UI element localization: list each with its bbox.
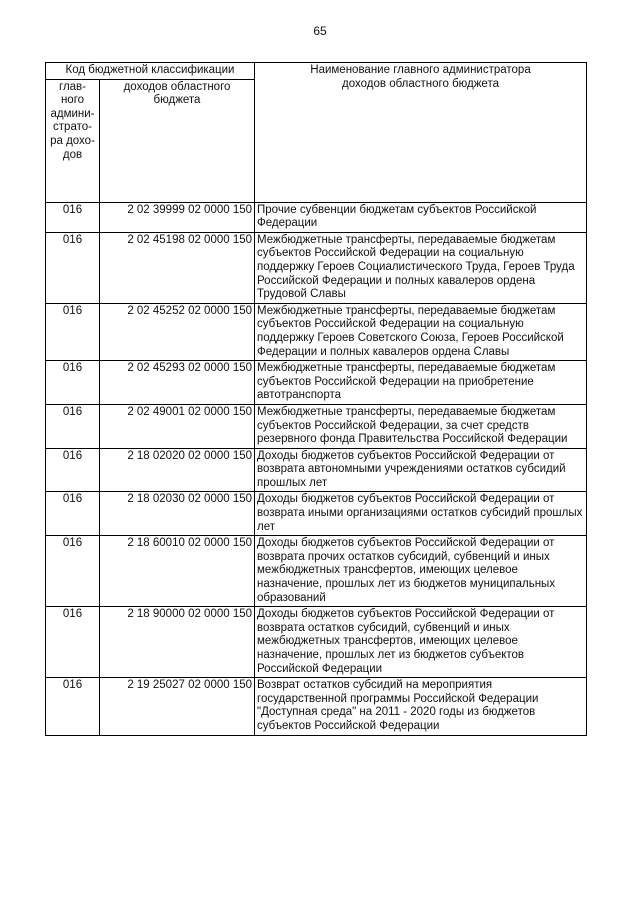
admin-code-cell: 016 xyxy=(46,607,100,678)
regional-revenue-header-line: доходов областного xyxy=(123,80,231,93)
administrator-name-header-line: Наименование главного администратора xyxy=(310,64,531,76)
chief-administrator-header xyxy=(46,79,100,202)
chief-administrator-header-line: страто- xyxy=(53,121,92,134)
revenue-code-cell: 2 02 45198 02 0000 150 xyxy=(100,232,255,303)
administrator-name-cell: Межбюджетные трансферты, передаваемые бюджетам субъектов Российской Федерации, за счет средств резервного фонда Правительства Российской Федерации xyxy=(255,404,587,448)
admin-code-cell: 016 xyxy=(46,448,100,492)
admin-code-cell: 016 xyxy=(46,492,100,536)
revenue-code-cell: 2 02 39999 02 0000 150 xyxy=(100,202,255,232)
chief-administrator-header-line: админи- xyxy=(50,107,95,120)
revenue-code-cell: 2 18 90000 02 0000 150 xyxy=(100,607,255,678)
table-row xyxy=(46,607,587,678)
administrator-name-cell: Доходы бюджетов субъектов Российской Федерации от возврата остатков субсидий, субвенций и иных межбюджетных трансфертов, имеющих целевое назначение, прошлых лет из бюджетов субъектов Российской Федерации xyxy=(255,607,587,678)
revenue-code-cell: 2 02 45252 02 0000 150 xyxy=(100,303,255,360)
revenue-code-cell: 2 18 02020 02 0000 150 xyxy=(100,448,255,492)
regional-revenue-header xyxy=(100,79,255,202)
page-number: 65 xyxy=(313,24,327,38)
budget-code-group-header: Код бюджетной классификации xyxy=(46,63,255,80)
administrator-name-cell: Доходы бюджетов субъектов Российской Федерации от возврата иными организациями остатков субсидий прошлых лет xyxy=(255,492,587,536)
administrator-name-header-line: доходов областного бюджета xyxy=(342,77,499,90)
administrator-name-cell: Доходы бюджетов субъектов Российской Федерации от возврата автономными учреждениями остатков субсидий прошлых лет xyxy=(255,448,587,492)
chief-administrator-header-line: глав- xyxy=(59,80,86,93)
administrator-name-cell: Межбюджетные трансферты, передаваемые бюджетам субъектов Российской Федерации на социальную поддержку Героев Советского Союза, Героев Российской Федерации и полных кавалеров ордена Славы xyxy=(255,303,587,360)
budget-classification-table xyxy=(45,62,587,736)
table-row xyxy=(46,492,587,536)
table-row xyxy=(46,678,587,735)
revenue-code-cell: 2 18 60010 02 0000 150 xyxy=(100,536,255,607)
revenue-code-cell: 2 18 02030 02 0000 150 xyxy=(100,492,255,536)
chief-administrator-header-line: ного xyxy=(60,94,85,107)
admin-code-cell: 016 xyxy=(46,202,100,232)
administrator-name-cell: Межбюджетные трансферты, передаваемые бюджетам субъектов Российской Федерации на социальную поддержку Героев Социалистического Труда, Героев Труда Российской Федерации и полных кавалеров ордена Трудовой Славы xyxy=(255,232,587,303)
administrator-name-cell: Межбюджетные трансферты, передаваемые бюджетам субъектов Российской Федерации на приобретение автотранспорта xyxy=(255,361,587,405)
table-row xyxy=(46,303,587,360)
table-row xyxy=(46,232,587,303)
revenue-code-cell: 2 02 45293 02 0000 150 xyxy=(100,361,255,405)
table-row xyxy=(46,361,587,405)
admin-code-cell: 016 xyxy=(46,303,100,360)
table-row xyxy=(46,404,587,448)
admin-code-cell: 016 xyxy=(46,536,100,607)
chief-administrator-header-line: ра дохо- xyxy=(50,134,95,147)
revenue-code-cell: 2 19 25027 02 0000 150 xyxy=(100,678,255,735)
table-header-row-group xyxy=(46,63,587,80)
chief-administrator-header-line: дов xyxy=(62,148,83,161)
admin-code-cell: 016 xyxy=(46,232,100,303)
administrator-name-header xyxy=(255,63,587,203)
table-row xyxy=(46,202,587,232)
admin-code-cell: 016 xyxy=(46,404,100,448)
administrator-name-cell: Прочие субвенции бюджетам субъектов Российской Федерации xyxy=(255,202,587,232)
regional-revenue-header-line: бюджета xyxy=(153,94,201,107)
table-row xyxy=(46,536,587,607)
administrator-name-cell: Доходы бюджетов субъектов Российской Федерации от возврата прочих остатков субсидий, субвенций и иных межбюджетных трансфертов, имеющих целевое назначение, прошлых лет из бюджетов муниципальных образований xyxy=(255,536,587,607)
revenue-code-cell: 2 02 49001 02 0000 150 xyxy=(100,404,255,448)
administrator-name-cell: Возврат остатков субсидий на мероприятия государственной программы Российской Федерации "Доступная среда" на 2011 - 2020 годы из бюджетов субъектов Российской Федерации xyxy=(255,678,587,735)
admin-code-cell: 016 xyxy=(46,678,100,735)
table-row xyxy=(46,448,587,492)
admin-code-cell: 016 xyxy=(46,361,100,405)
